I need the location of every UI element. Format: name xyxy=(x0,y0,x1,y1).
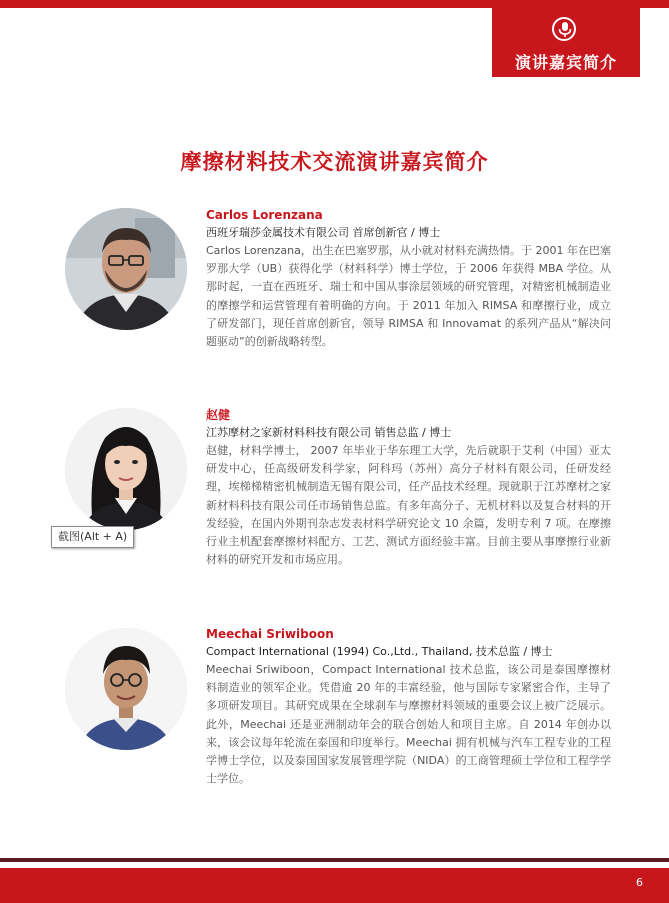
speaker-name: Meechai Sriwiboon xyxy=(206,627,334,641)
speaker-affiliation: Compact International (1994) Co.,Ltd., Thailand, 技术总监 / 博士 xyxy=(206,645,553,658)
top-accent-bar xyxy=(0,0,669,8)
speaker-photo xyxy=(65,628,187,750)
footer-bar xyxy=(0,868,669,903)
speaker-name: 赵健 xyxy=(206,408,231,422)
screenshot-tooltip: 截图(Alt + A) xyxy=(51,526,134,548)
microphone-icon xyxy=(552,17,576,41)
page-number: 6 xyxy=(636,876,643,889)
speaker-bio: 赵健，材料学博士， 2007 年毕业于华东理工大学，先后就职于艾利（中国）亚太研发中心，任高级研发科学家，阿科玛（苏州）高分子材料有限公司，任研发经理，埃梯梯精密机械制造无锡有限公司，任产品技术经理。现就职于江苏摩材之家新材料科技有限公司任市场销售总监。有多年高分子、无机材料以及复合材料的开发经验，在国内外期刊杂志发表材料学研究论文 10 余篇，发明专利 7 项。在摩擦行业主机配套摩擦材料配方、工艺、测试方面经验丰富。目前主要从事摩擦行业新材料的研究开发和市场应用。 xyxy=(206,444,611,567)
speaker-bio: Carlos Lorenzana，出生在巴塞罗那，从小就对材料充满热情。于 2001 年在巴塞罗那大学（UB）获得化学（材料科学）博士学位，于 2006 年获得 MBA 学位。从那时起，一直在西班牙、瑞士和中国从事涂层领域的研究管理，对精密机械制造业的摩擦学和运营管理有着明确的方向。于 2011 年加入 RIMSA 和摩擦行业，成立了研发部门，现任首席创新官，领导 RIMSA 和 Innovamat 的系列产品从“解决问题驱动”的创新战略转型。 xyxy=(206,244,611,349)
speaker-photo xyxy=(65,408,187,530)
speaker-affiliation: 江苏摩材之家新材料科技有限公司 销售总监 / 博士 xyxy=(206,426,452,439)
section-tag-label: 演讲嘉宾简介 xyxy=(514,53,617,72)
speaker-bio: Meechai Sriwiboon，Compact International 技术总监，该公司是泰国摩擦材料制造业的领军企业。凭借逾 20 年的丰富经验，他与国际专家紧密合作，主导了多项研发项目。其研究成果在全球刹车与摩擦材料领域的重要会议上被广泛展示。此外，Meechai 还是亚洲制动年会的联合创始人和项目主席。自 2014 年创办以来，该会议每年轮流在泰国和印度举行。Meechai 拥有机械与汽车工程专业的工程学博士学位，以及泰国国家发展管理学院（NIDA）的工商管理硕士学位和工程学学士学位。 xyxy=(206,663,611,786)
section-tag xyxy=(492,8,640,77)
speaker-affiliation: 西班牙瑞莎金属技术有限公司 首席创新官 / 博士 xyxy=(206,226,441,239)
footer-divider xyxy=(0,858,669,862)
speaker-photo xyxy=(65,208,187,330)
page-title: 摩擦材料技术交流演讲嘉宾简介 xyxy=(180,150,489,174)
speaker-name: Carlos Lorenzana xyxy=(206,208,323,222)
